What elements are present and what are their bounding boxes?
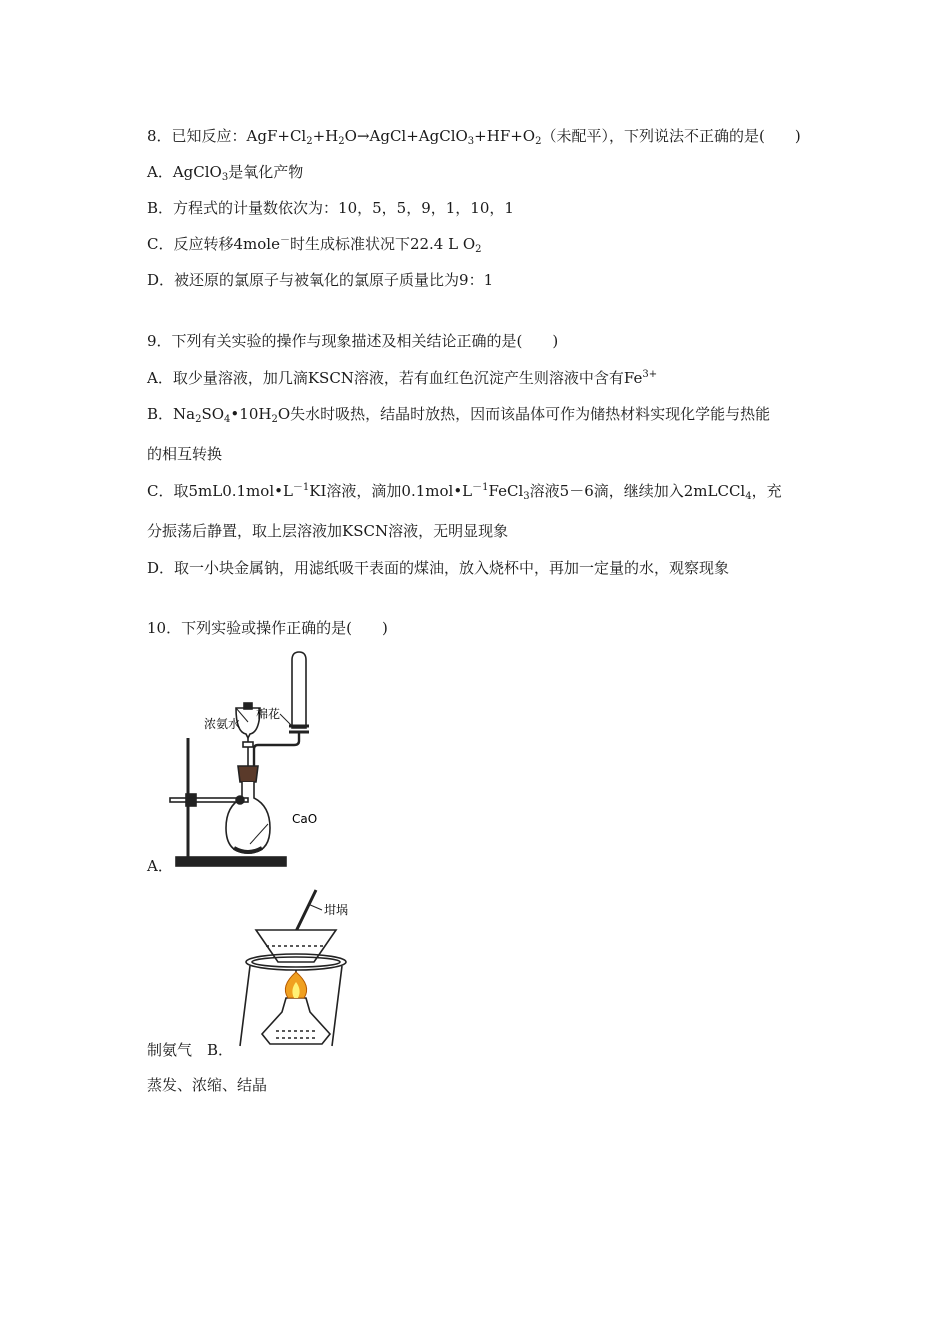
evaporation-figure <box>236 886 366 1056</box>
q8-option-a: A．AgClO$_3$是氧化产物 <box>147 163 304 183</box>
q8-option-b: B．方程式的计量数依次为：10，5，5，9，1，10，1 <box>147 199 514 217</box>
q9-option-d: D．取一小块金属钠，用滤纸吸干表面的煤油，放入烧杯中，再加一定量的水，观察现象 <box>147 559 730 577</box>
q9-option-a: A．取少量溶液，加几滴KSCN溶液，若有血红色沉淀产生则溶液中含有$Fe^{3+}$ <box>147 369 658 387</box>
q9-option-b: B．$Na_2SO_4•10H_2O$失水时吸热，结晶时放热，因而该晶体可作为储热材料实现化学能与热能 <box>147 405 771 425</box>
q9-stem: 9．下列有关实验的操作与现象描述及相关结论正确的是( ) <box>147 332 559 350</box>
q9-option-c: C．取$5mL0.1mol•L^{-1}KI$溶液，滴加$0.1mol•L^{-1}FeCl_3$溶液5－6滴，继续加入2mLCCl$_4$，充 <box>147 482 782 502</box>
q9-option-b-cont: 的相互转换 <box>147 445 223 463</box>
q8-stem: 8．已知反应：$AgF+Cl_2+H_2O\to AgCl+AgClO_3+HF+O_2$（未配平），下列说法不正确的是( ) <box>147 127 801 147</box>
q8-option-d: D．被还原的氯原子与被氧化的氯原子质量比为9：1 <box>147 271 494 289</box>
ammonia-label: 浓氨水 <box>204 717 241 731</box>
q10-caption-b: 蒸发、浓缩、结晶 <box>147 1076 268 1094</box>
cao-label: CaO <box>292 812 318 826</box>
q8-option-c: C．反应转移4mole－时生成标准状况下22.4 L $O_2$ <box>147 235 482 255</box>
crucible-label: 坩埚 <box>324 903 349 917</box>
q9-option-c-cont: 分振荡后静置，取上层溶液加KSCN溶液，无明显现象 <box>147 522 509 540</box>
q10-caption-a: 制氨气 B． <box>147 1041 234 1059</box>
cotton-label: 棉花 <box>256 707 281 721</box>
q10-option-a-label: A． <box>147 857 173 875</box>
ammonia-apparatus-figure <box>168 648 338 870</box>
q10-stem: 10．下列实验或操作正确的是( ) <box>147 619 388 637</box>
